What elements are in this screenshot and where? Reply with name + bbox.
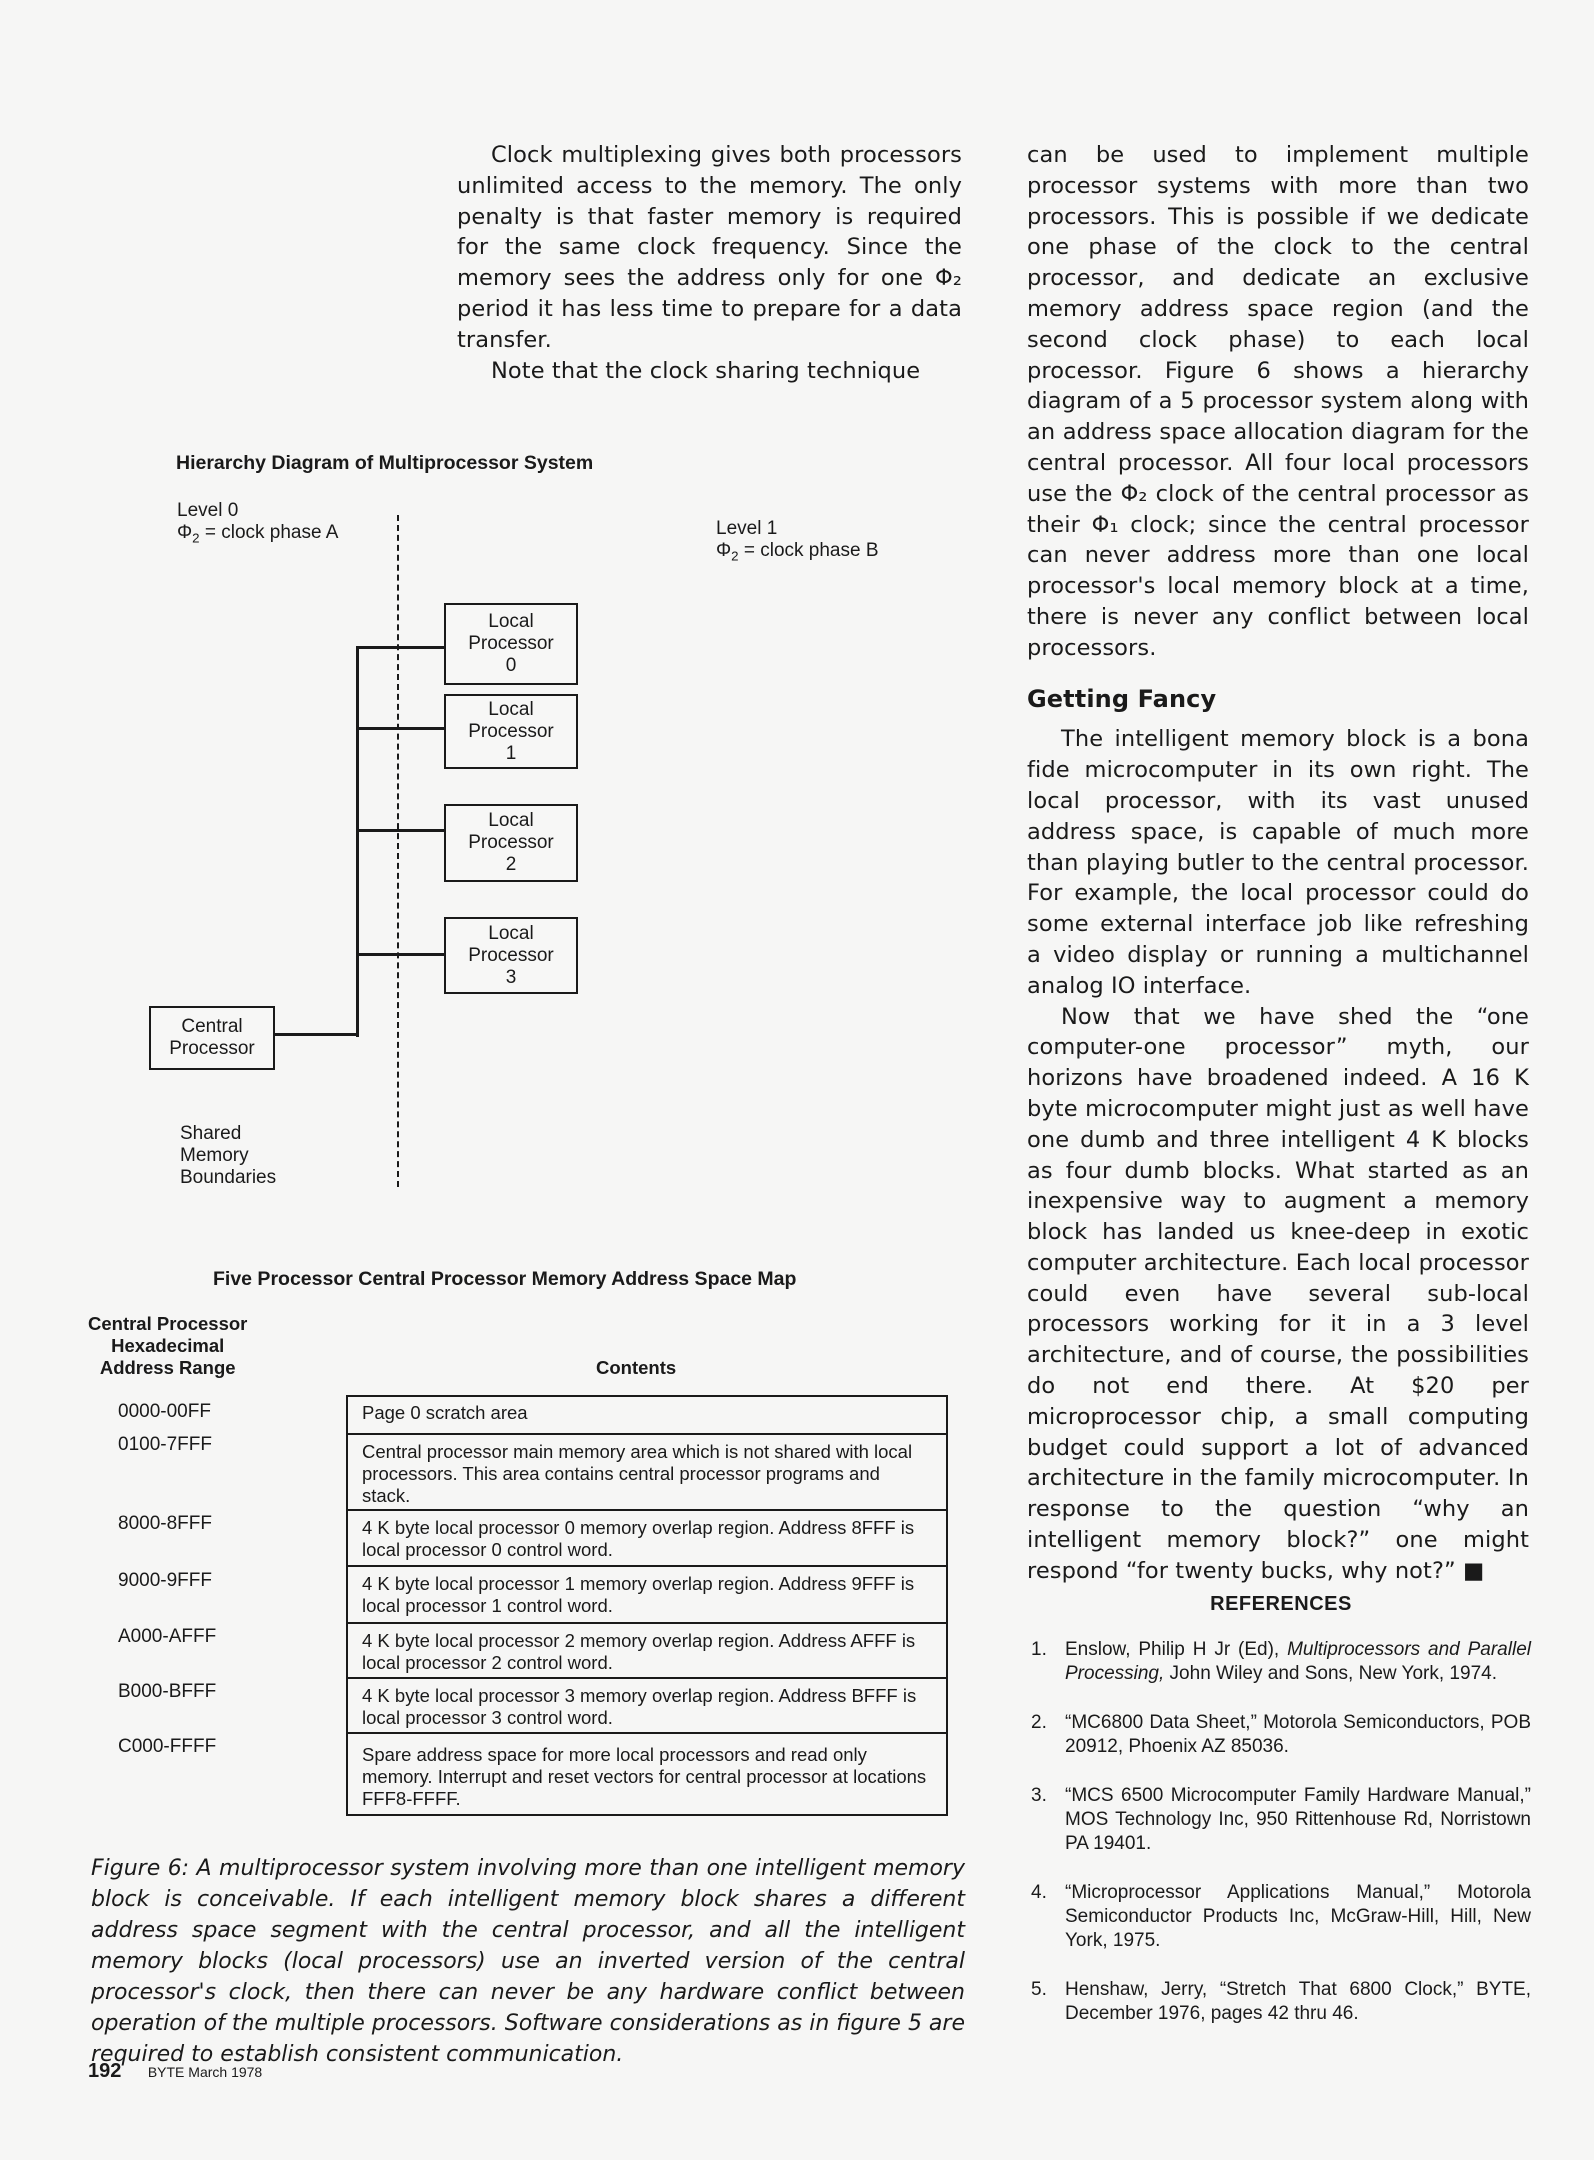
address-range: 9000-9FFF — [118, 1570, 212, 1591]
publication-info: BYTE March 1978 — [147, 2064, 263, 2080]
table-row: 4 K byte local processor 3 memory overlap region. Address BFFF is local processor 3 control word. — [348, 1677, 946, 1732]
local-processor-1-box: Local Processor 1 — [444, 694, 578, 769]
shared-memory-boundary-line — [397, 515, 399, 1187]
reference-item: 1. Enslow, Philip H Jr (Ed), Multiprocessors and Parallel Processing, John Wiley and Sons, New York, 1974. — [1031, 1639, 1531, 1684]
branch-line-3 — [356, 953, 446, 956]
middle-column-text — [457, 140, 962, 386]
local-processor-2-box: Local Processor 2 — [444, 804, 578, 882]
reference-item: 2. “MC6800 Data Sheet,” Motorola Semiconductors, POB 20912, Phoenix AZ 85036. — [1031, 1712, 1531, 1757]
paragraph: Clock multiplexing gives both processors unlimited access to the memory. The only penalty is that faster memory is required for the same clock frequency. Since the memory sees the address only for one Φ₂ period it has less time to prepare for a data transfer. — [457, 142, 962, 353]
branch-line-1 — [356, 727, 446, 730]
page-footer — [88, 2060, 262, 2083]
memory-map-title: Five Processor Central Processor Memory Address Space Map — [213, 1268, 797, 1290]
address-range: 8000-8FFF — [118, 1513, 212, 1534]
address-range: B000-BFFF — [118, 1681, 217, 1702]
contents-column-header: Contents — [596, 1357, 677, 1378]
level-0-clock: $\Phi_2$ = clock phase A — [177, 522, 339, 546]
section-heading: Getting Fancy — [1027, 684, 1217, 713]
table-row: Page 0 scratch area — [362, 1402, 528, 1423]
page-number: 192 — [88, 2060, 122, 2082]
branch-line-2 — [356, 829, 446, 832]
figure-caption: Figure 6: A multiprocessor system involving more than one intelligent memory block is conceivable. If each intelligent memory block shares a different address space segment with the central processor, and all the intelligent memory blocks (local processors) use an inverted version of the central processor's clock, then there can never be any hardware conflict between operation of the multiple processors. Software considerations as in figure 5 are required to establish consistent communication. — [91, 1856, 965, 2067]
table-row: Spare address space for more local processors and read only memory. Interrupt and reset vectors for central processor at locations FFF8-FFFF. — [348, 1732, 946, 1814]
references-heading: REFERENCES — [1210, 1593, 1352, 1615]
memory-map-table — [346, 1395, 948, 1816]
address-range: 0000-00FF — [118, 1401, 211, 1422]
local-processor-0-box: Local Processor 0 — [444, 603, 578, 685]
address-range: C000-FFFF — [118, 1736, 217, 1757]
reference-item: 5. Henshaw, Jerry, “Stretch That 6800 Clock,” BYTE, December 1976, pages 42 thru 46. — [1031, 1979, 1531, 2024]
reference-item: 4. “Microprocessor Applications Manual,” Motorola Semiconductor Products Inc, McGraw-Hill, Hill, New York, 1975. — [1031, 1882, 1531, 1951]
address-column-header: Central Processor Hexadecimal Address Range — [88, 1313, 248, 1378]
central-processor-box: Central Processor — [149, 1006, 275, 1070]
reference-item: 3. “MCS 6500 Microcomputer Family Hardware Manual,” MOS Technology Inc, 950 Rittenhouse Rd, Norristown PA 19401. — [1031, 1785, 1531, 1854]
table-row: Central processor main memory area which is not shared with local processors. This area contains central processor programs and stack. — [348, 1433, 946, 1509]
bus-line — [356, 647, 359, 1037]
right-column-text — [1027, 140, 1529, 1587]
central-connector-line — [273, 1033, 359, 1036]
level-1-label: Level 1 $\Phi_2$ = clock phase B — [716, 518, 879, 568]
paragraph: The intelligent memory block is a bona fide microcomputer in its own right. The local processor, with its vast unused address space, is capable of much more than playing butler to the central processor. For example, the local processor could do some external interface job like refreshing a video display or running a multichannel analog IO interface. — [1027, 726, 1529, 999]
table-row: 4 K byte local processor 1 memory overlap region. Address 9FFF is local processor 1 control word. — [348, 1565, 946, 1622]
address-range: A000-AFFF — [118, 1626, 217, 1647]
table-row: 4 K byte local processor 2 memory overlap region. Address AFFF is local processor 2 control word. — [348, 1622, 946, 1677]
table-row: 4 K byte local processor 0 memory overlap region. Address 8FFF is local processor 0 control word. — [348, 1509, 946, 1565]
level-0-label: Level 0 $\Phi_2$ = clock phase A — [177, 500, 338, 550]
diagram-title: Hierarchy Diagram of Multiprocessor System — [176, 452, 594, 474]
shared-memory-boundaries-label: Shared Memory Boundaries — [180, 1123, 277, 1188]
level-1-clock: $\Phi_2$ = clock phase B — [716, 540, 879, 564]
references — [1031, 1592, 1531, 2051]
local-processor-3-box: Local Processor 3 — [444, 917, 578, 994]
branch-line-0 — [356, 646, 446, 649]
paragraph: Now that we have shed the “one computer-one processor” myth, our horizons have broadened indeed. A 16 K byte microcomputer might just as well have one dumb and three intelligent 4 K blocks as four dumb blocks. What started as an inexpensive way to augment a memory block has landed us knee-deep in exotic computer architecture. Each local processor could even have several sub-local processors working for it in a 3 level architecture, and of course, the possibilities do not end there. At $20 per microprocessor chip, a small computing budget could support a lot of advanced architecture in the family microcomputer. In response to the question “why an intelligent memory block?” one might respond “for twenty bucks, why not?” ■ — [1027, 1003, 1529, 1584]
paragraph: Note that the clock sharing technique — [491, 357, 921, 384]
address-range: 0100-7FFF — [118, 1434, 212, 1455]
paragraph: can be used to implement multiple processor systems with more than two processors. This is possible if we dedicate one phase of the clock to the central processor, and dedicate an exclusive memory address space region (and the second clock phase) to each local processor. Figure 6 shows a hierarchy diagram of a 5 processor system along with an address space allocation diagram for the central processor. All four local processors use the Φ₂ clock of the central processor as their Φ₁ clock; since the central processor can never address more than one local processor's local memory block at a time, there is never any conflict between local processors. — [1027, 142, 1529, 661]
